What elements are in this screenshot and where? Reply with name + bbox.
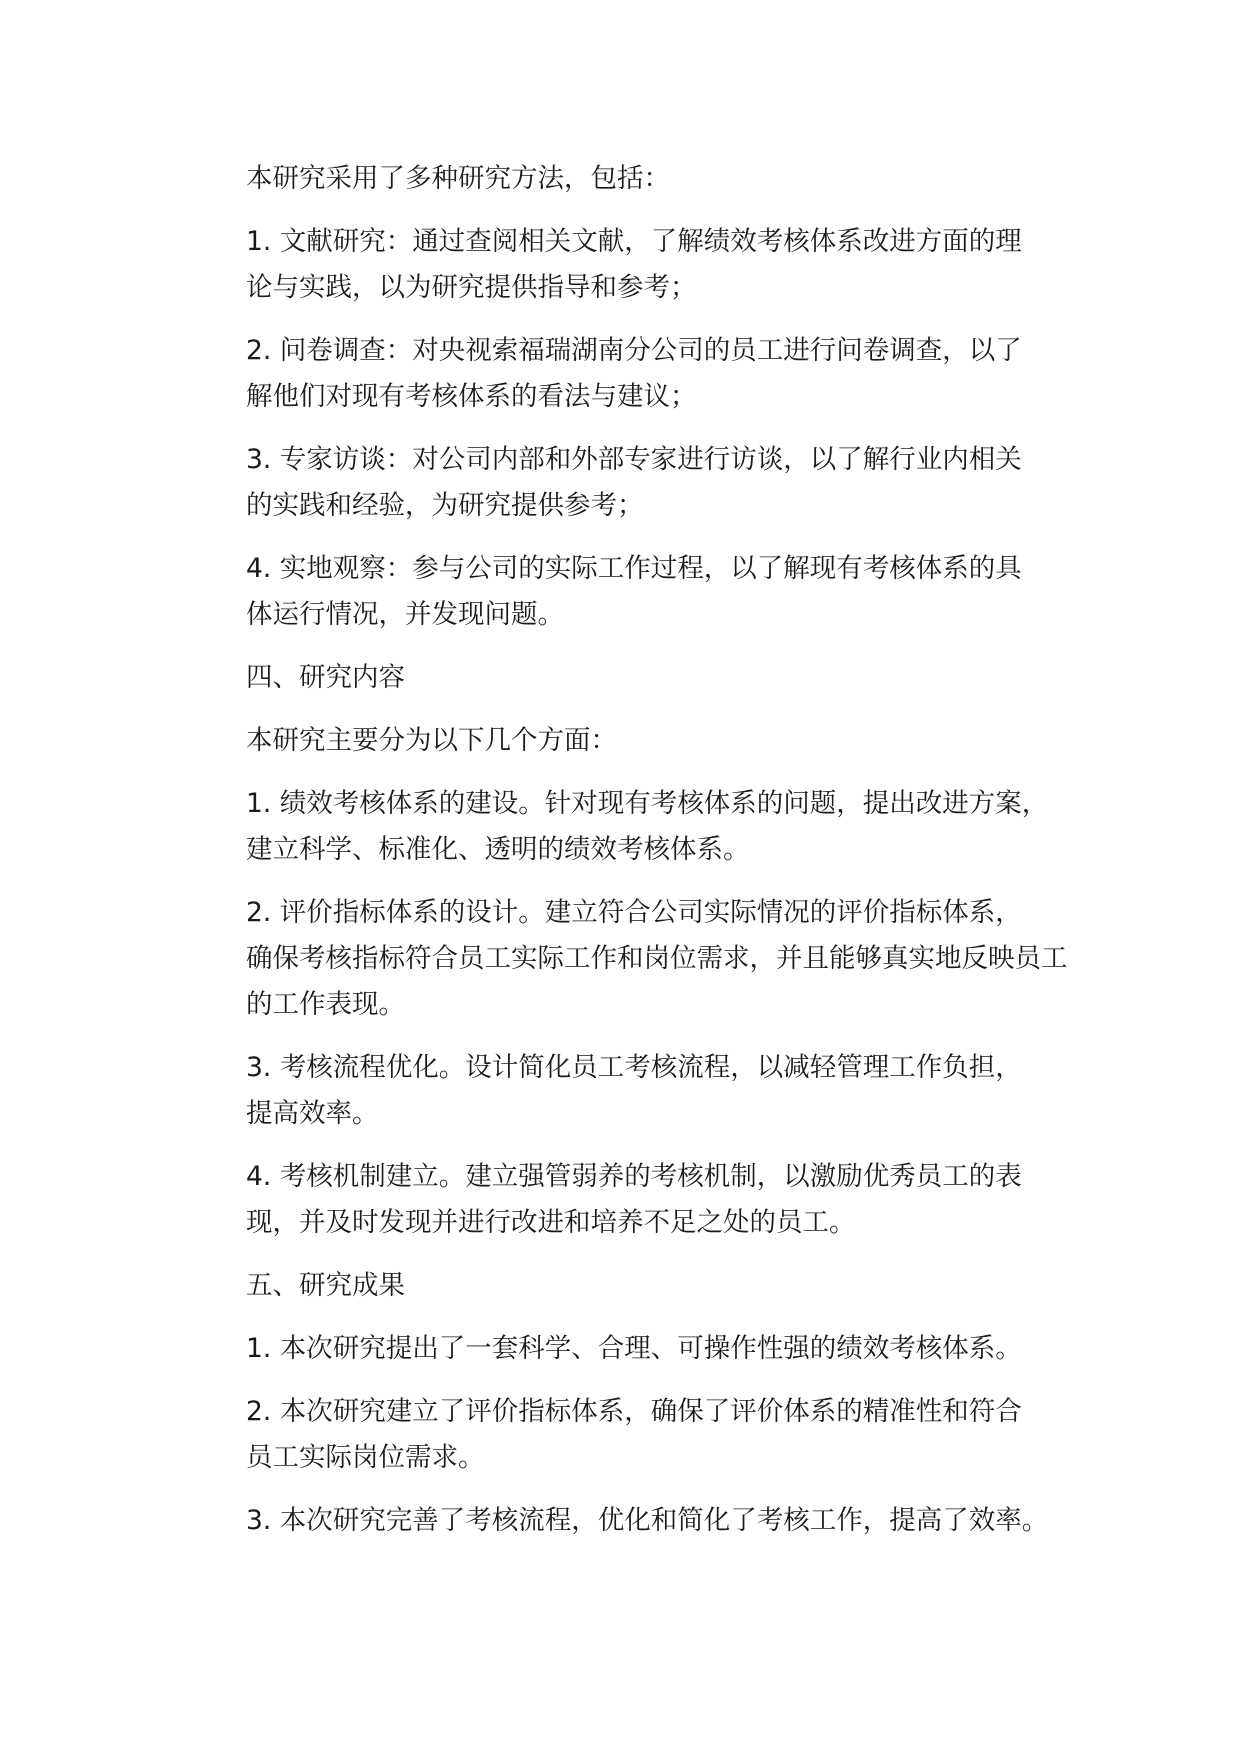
text-line: 1. 文献研究：通过查阅相关文献，了解绩效考核体系改进方面的理 bbox=[246, 226, 1022, 257]
text-line: 提高效率。 bbox=[246, 1098, 379, 1129]
text-line: 员工实际岗位需求。 bbox=[246, 1442, 485, 1473]
paragraph bbox=[188, 1263, 1083, 1309]
paragraph bbox=[188, 546, 1083, 638]
text-line: 体运行情况，并发现问题。 bbox=[246, 599, 564, 630]
paragraph bbox=[188, 718, 1083, 764]
text-line: 五、研究成果 bbox=[246, 1270, 405, 1301]
paragraph bbox=[188, 156, 1083, 202]
text-line: 确保考核指标符合员工实际工作和岗位需求，并且能够真实地反映员工 bbox=[246, 943, 1068, 974]
text-line: 4. 实地观察：参与公司的实际工作过程，以了解现有考核体系的具 bbox=[246, 553, 1022, 584]
text-line: 现，并及时发现并进行改进和培养不足之处的员工。 bbox=[246, 1207, 856, 1238]
paragraph bbox=[188, 1498, 1083, 1544]
text-line: 的工作表现。 bbox=[246, 989, 405, 1020]
text-line: 3. 专家访谈：对公司内部和外部专家进行访谈，以了解行业内相关 bbox=[246, 444, 1022, 475]
text-line: 解他们对现有考核体系的看法与建议； bbox=[246, 381, 697, 412]
text-line: 1. 本次研究提出了一套科学、合理、可操作性强的绩效考核体系。 bbox=[246, 1333, 1022, 1364]
paragraph bbox=[188, 328, 1083, 420]
paragraph bbox=[188, 890, 1083, 1028]
text-line: 建立科学、标准化、透明的绩效考核体系。 bbox=[246, 834, 750, 865]
text-line: 2. 评价指标体系的设计。建立符合公司实际情况的评价指标体系， bbox=[246, 897, 1022, 928]
paragraph bbox=[188, 655, 1083, 701]
text-line: 四、研究内容 bbox=[246, 662, 405, 693]
paragraph bbox=[188, 437, 1083, 529]
text-line: 3. 本次研究完善了考核流程，优化和简化了考核工作，提高了效率。 bbox=[246, 1505, 1049, 1536]
text-line: 论与实践，以为研究提供指导和参考； bbox=[246, 272, 697, 303]
text-line: 3. 考核流程优化。设计简化员工考核流程，以减轻管理工作负担， bbox=[246, 1052, 1022, 1083]
paragraph bbox=[188, 219, 1083, 311]
text-line: 2. 本次研究建立了评价指标体系，确保了评价体系的精准性和符合 bbox=[246, 1396, 1022, 1427]
paragraph bbox=[188, 781, 1083, 873]
text-line: 4. 考核机制建立。建立强管弱养的考核机制，以激励优秀员工的表 bbox=[246, 1161, 1022, 1192]
text-line: 1. 绩效考核体系的建设。针对现有考核体系的问题，提出改进方案， bbox=[246, 788, 1049, 819]
paragraph bbox=[188, 1045, 1083, 1137]
text-line: 的实践和经验，为研究提供参考； bbox=[246, 490, 644, 521]
paragraph bbox=[188, 1326, 1083, 1372]
paragraph bbox=[188, 1154, 1083, 1246]
paragraph bbox=[188, 1389, 1083, 1481]
text-line: 本研究采用了多种研究方法，包括： bbox=[246, 163, 670, 194]
text-line: 2. 问卷调查：对央视索福瑞湖南分公司的员工进行问卷调查，以了 bbox=[246, 335, 1022, 366]
document-body bbox=[188, 156, 1083, 1561]
text-line: 本研究主要分为以下几个方面： bbox=[246, 725, 617, 756]
